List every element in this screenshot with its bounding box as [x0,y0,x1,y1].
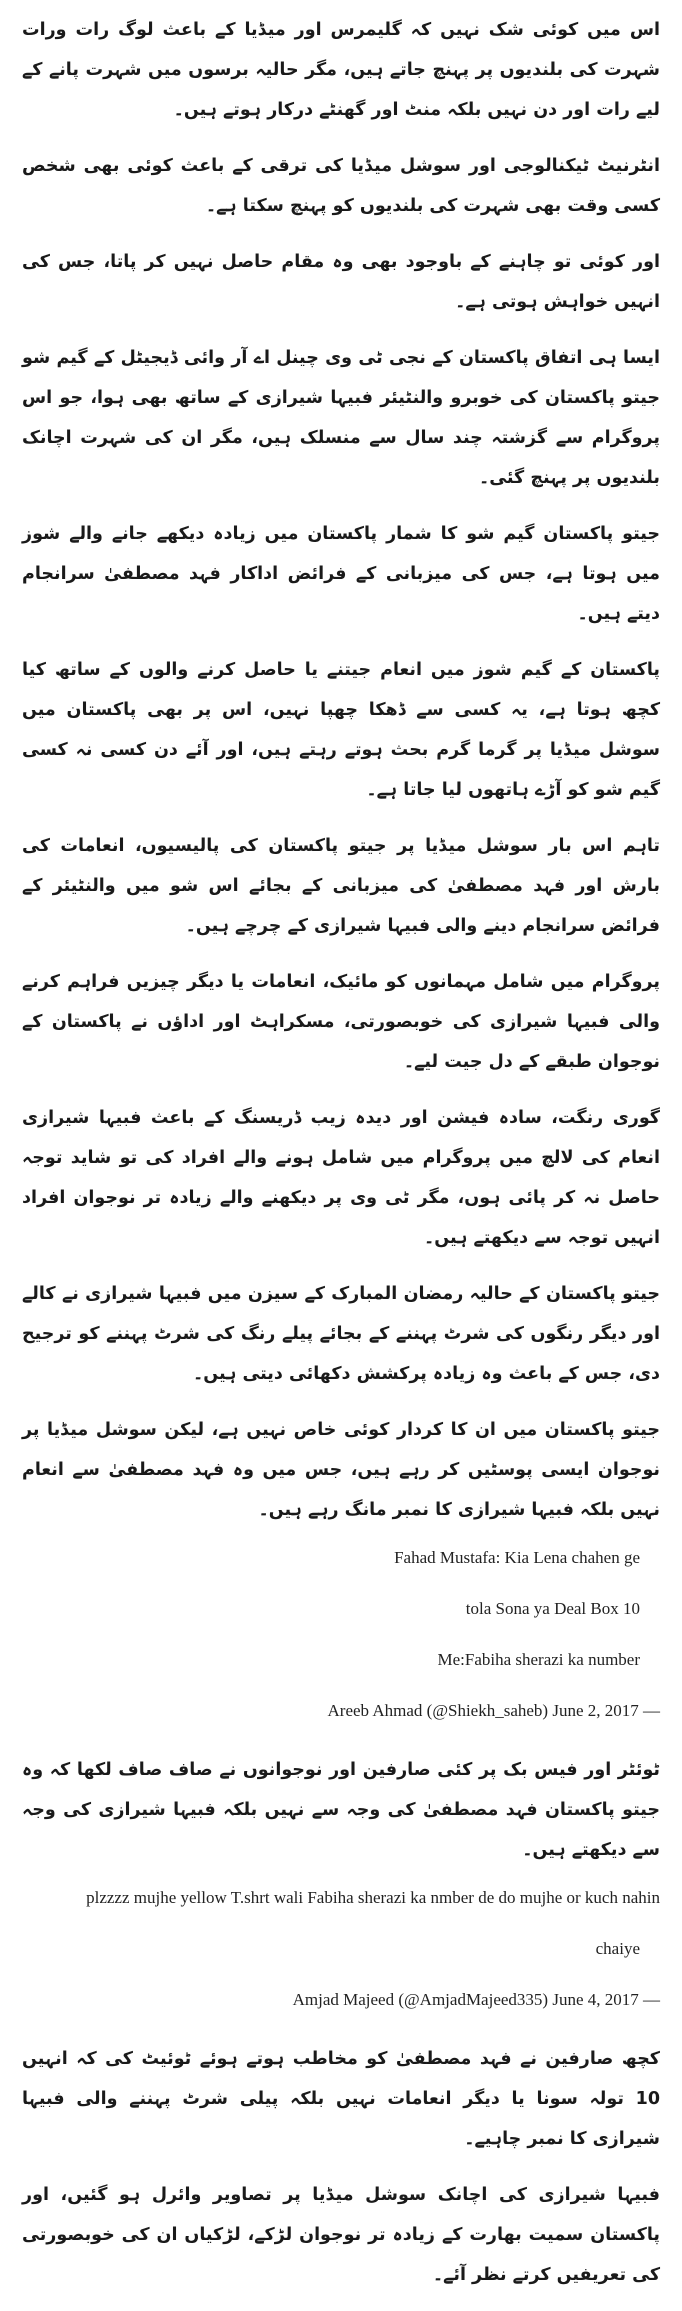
paragraph: جیتو پاکستان میں ان کا کردار کوئی خاص نہیں ہے، لیکن سوشل میڈیا پر نوجوان ایسی پوسٹیں کر رہے ہیں، جس میں وہ فہد مصطفیٰ سے انعام نہیں بلکہ فبیہا شیرازی کا نمبر مانگ رہے ہیں۔ [22,1420,660,1520]
paragraph: پروگرام میں شامل مہمانوں کو مائیک، انعامات یا دیگر چیزیں فراہم کرنے والی فبیہا شیرازی کی خوبصورتی، مسکراہٹ اور اداؤں نے پاکستان کے نوجوان طبقے کے دل جیت لیے۔ [22,972,660,1072]
tweet-text-line: chaiye [595,1939,640,1958]
paragraph: پاکستان کے گیم شوز میں انعام جیتنے یا حاصل کرنے والوں کے ساتھ کیا کچھ ہوتا ہے، یہ کسی سے ڈھکا چھپا نہیں، اس پر بھی پاکستان میں سوشل میڈیا پر گرما گرم بحث ہوتے رہتے ہیں، اور آئے دن کسی نہ کسی گیم شو کو آڑے ہاتھوں لیا جاتا ہے۔ [22,660,660,800]
tweet-text-line: Me:Fabiha sherazi ka number [437,1650,640,1669]
paragraph: گوری رنگت، سادہ فیشن اور دیدہ زیب ڈریسنگ کے باعث فبیہا شیرازی انعام کی لالچ میں پروگرام میں شامل ہونے والے افراد کی تو شاید توجہ حاصل نہ کر پائی ہوں، مگر ٹی وی پر دیکھنے والے زیادہ تر نوجوان افراد انہیں توجہ سے دیکھتے ہیں۔ [22,1108,660,1248]
paragraph: اس میں کوئی شک نہیں کہ گلیمرس اور میڈیا کے باعث لوگ رات ورات شہرت کی بلندیوں پر پہنچ جاتے ہیں، مگر حالیہ برسوں میں شہرت پانے کے لیے رات اور دن نہیں بلکہ منٹ اور گھنٹے درکار ہوتے ہیں۔ [22,20,660,120]
paragraph: ایسا ہی اتفاق پاکستان کے نجی ٹی وی چینل اے آر وائی ڈیجیٹل کے گیم شو جیتو پاکستان کی خوبرو والنٹیئر فبیہا شیرازی کے ساتھ بھی ہوا، جو اس پروگرام سے گزشتہ چند سال سے منسلک ہیں، مگر ان کی شہرت اچانک بلندیوں پر پہنچ گئی۔ [22,348,660,488]
paragraph: اور کوئی تو چاہنے کے باوجود بھی وہ مقام حاصل نہیں کر پاتا، جس کی انہیں خواہش ہوتی ہے۔ [22,252,660,312]
paragraph: فبیہا شیرازی کی اچانک سوشل میڈیا پر تصاویر وائرل ہو گئیں، اور پاکستان سمیت بھارت کے زیادہ تر نوجوان لڑکے، لڑکیاں ان کی خوبصورتی کی تعریفیں کرتے نظر آئے۔ [22,2185,660,2285]
paragraph: ٹوئٹر اور فیس بک پر کئی صارفین اور نوجوانوں نے صاف صاف لکھا کہ وہ جیتو پاکستان فہد مصطفیٰ کی وجہ سے نہیں بلکہ فبیہا شیرازی کی وجہ سے دیکھتے ہیں۔ [22,1760,660,1860]
tweet-attribution-link[interactable]: Amjad Majeed (@AmjadMajeed335) June 4, 2017 — [292,1990,660,2009]
embedded-tweet [22,1546,660,1723]
paragraph: جیتو پاکستان کے حالیہ رمضان المبارک کے سیزن میں فبیہا شیرازی نے کالے اور دیگر رنگوں کی شرٹ پہننے کے بجائے پیلے رنگ کی شرٹ پہننے کو ترجیح دی، جس کے باعث وہ زیادہ پرکشش دکھائی دیتی ہیں۔ [22,1284,660,1384]
paragraph: تاہم اس بار سوشل میڈیا پر جیتو پاکستان کی پالیسیوں، انعامات کی بارش اور فہد مصطفیٰ کی میزبانی کے بجائے اس شو میں والنٹیئر کے فرائض سرانجام دینے والی فبیہا شیرازی کے چرچے ہیں۔ [22,836,660,936]
paragraph: کچھ صارفین نے فہد مصطفیٰ کو مخاطب ہوتے ہوئے ٹوئیٹ کی کہ انہیں 10 تولہ سونا یا دیگر انعامات نہیں بلکہ پیلی شرٹ پہننے والی فبیہا شیرازی کا نمبر چاہیے۔ [22,2049,660,2149]
paragraph: جیتو پاکستان گیم شو کا شمار پاکستان میں زیادہ دیکھے جانے والے شوز میں ہوتا ہے، جس کی میزبانی کے فرائض اداکار فہد مصطفیٰ سرانجام دیتے ہیں۔ [22,524,660,624]
paragraph: انٹرنیٹ ٹیکنالوجی اور سوشل میڈیا کی ترقی کے باعث کوئی بھی شخص کسی وقت بھی شہرت کی بلندیوں کو پہنچ سکتا ہے۔ [22,156,660,216]
embedded-tweet [22,1886,660,2012]
tweet-text-line: tola Sona ya Deal Box 10 [465,1599,640,1618]
tweet-attribution-link[interactable]: Areeb Ahmad (@Shiekh_saheb) June 2, 2017 — [327,1701,660,1720]
tweet-text-line: Fahad Mustafa: Kia Lena chahen ge [394,1548,640,1567]
tweet-text-line: plzzzz mujhe yellow T.shrt wali Fabiha sherazi ka nmber de do mujhe or kuch nahin [86,1888,660,1907]
